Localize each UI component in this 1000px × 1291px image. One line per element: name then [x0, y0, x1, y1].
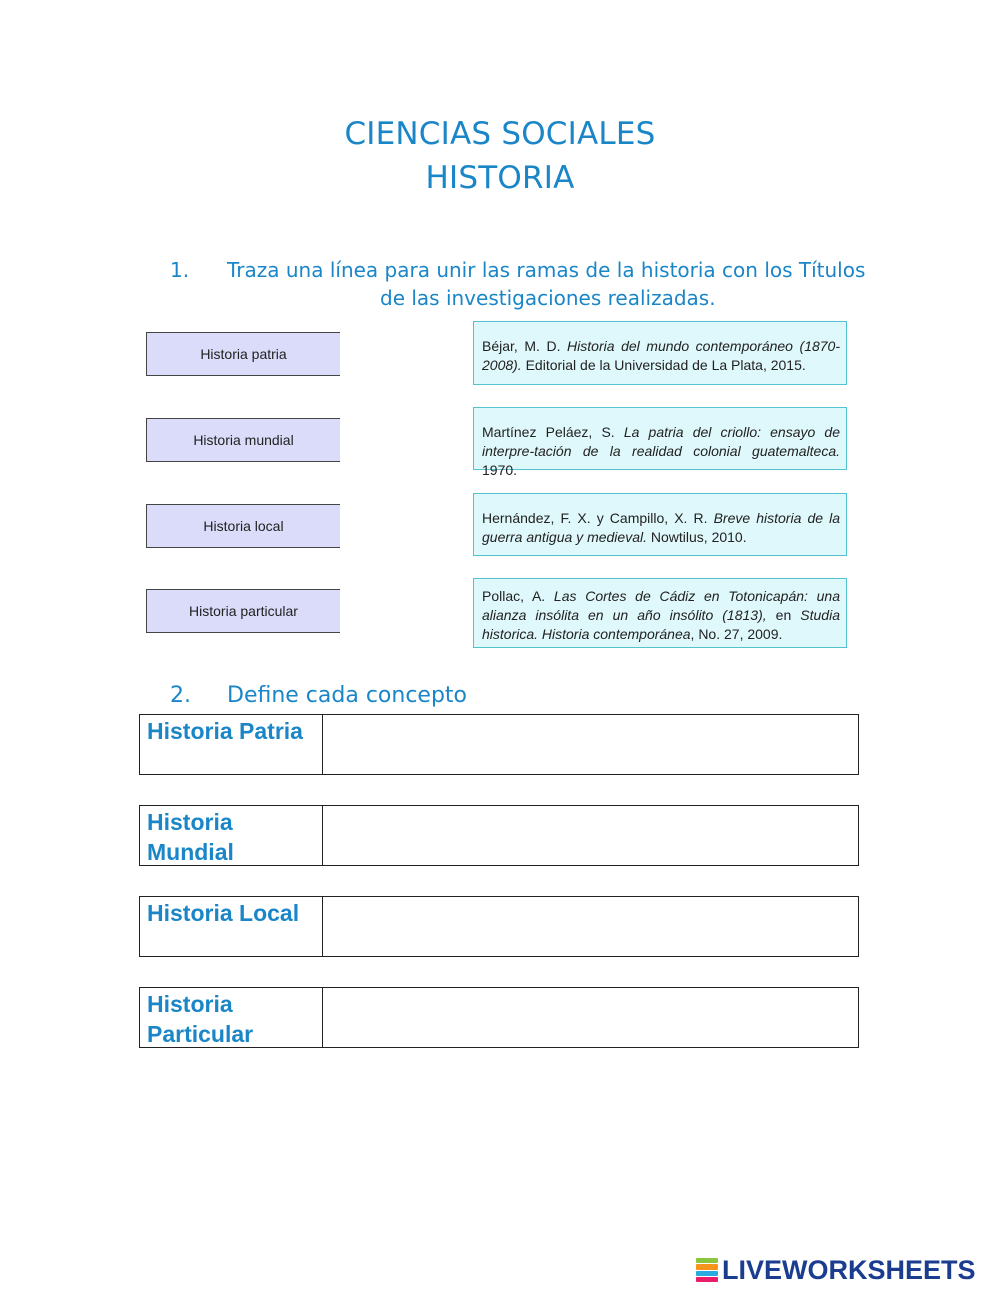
reference-box[interactable]	[473, 493, 847, 556]
branch-box-historia-local[interactable]: Historia local	[146, 504, 340, 548]
branch-box-historia-particular[interactable]: Historia particular	[146, 589, 340, 633]
page-title-line1: CIENCIAS SOCIALES	[344, 116, 656, 152]
definition-row-historia-local	[139, 896, 859, 957]
question1-text-line1: Traza una línea para unir las ramas de la historia con los Títulos	[227, 258, 866, 282]
logo-block	[696, 1271, 718, 1276]
reference-publisher: Editorial de la Universidad de La Plata, 2015.	[521, 357, 806, 373]
definition-row-historia-mundial	[139, 805, 859, 866]
reference-title: Historia del mundo contemporáneo (1870-2008).	[482, 338, 840, 373]
reference-box[interactable]	[473, 407, 847, 478]
branch-box-historia-mundial[interactable]: Historia mundial	[146, 418, 340, 462]
liveworksheets-logo	[696, 1256, 976, 1284]
question1-text-line2: de las investigaciones realizadas.	[380, 286, 716, 310]
definition-input[interactable]	[323, 897, 858, 956]
logo-text: LIVEWORKSHEETS	[722, 1254, 976, 1285]
reference-title: Breve historia de la guerra antigua y medieval.	[482, 510, 840, 545]
definition-input[interactable]	[323, 806, 858, 865]
reference-author: Hernández, F. X. y Campillo, X. R.	[482, 510, 714, 526]
reference-publisher: , No. 27, 2009.	[690, 626, 783, 642]
reference-author: Pollac, A.	[482, 588, 554, 604]
liveworksheets-logo-icon	[696, 1258, 718, 1282]
definition-input[interactable]	[323, 988, 858, 1047]
concept-label: Historia Patria	[140, 715, 323, 774]
reference-author: Béjar, M. D.	[482, 338, 568, 354]
concept-label: Historia Particular	[140, 988, 323, 1047]
logo-block	[696, 1264, 718, 1269]
page-title-line2: HISTORIA	[425, 160, 575, 196]
reference-box[interactable]	[473, 321, 847, 385]
definition-row-historia-patria	[139, 714, 859, 775]
definition-row-historia-particular	[139, 987, 859, 1048]
reference-title: Las Cortes de Cádiz en Totonicapán: una alianza insólita en un año insólito (1813),	[482, 588, 840, 623]
reference-connector: en	[766, 607, 801, 623]
logo-block	[696, 1258, 718, 1263]
question2-number: 2.	[170, 683, 191, 708]
reference-title: La patria del criollo: ensayo de interpre-tación de la realidad colonial guatemalteca.	[482, 424, 840, 459]
question1-number: 1.	[170, 258, 190, 282]
reference-publisher: 1970.	[482, 462, 518, 478]
definition-input[interactable]	[323, 715, 858, 774]
reference-publisher: Nowtilus, 2010.	[647, 529, 747, 545]
logo-block	[696, 1277, 718, 1282]
reference-journal: Studia historica. Historia contemporánea	[482, 607, 840, 642]
concept-label: Historia Local	[140, 897, 323, 956]
reference-box[interactable]	[473, 578, 847, 648]
reference-author: Martínez Peláez, S.	[482, 424, 624, 440]
question2-text: Define cada concepto	[227, 683, 468, 708]
branch-box-historia-patria[interactable]: Historia patria	[146, 332, 340, 376]
concept-label: Historia Mundial	[140, 806, 323, 865]
